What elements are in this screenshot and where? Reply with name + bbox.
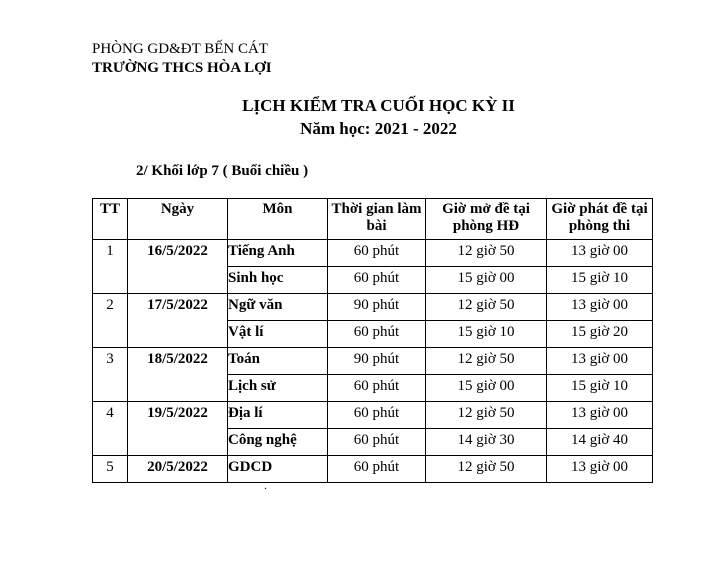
cell-subject: GDCD [228, 456, 328, 483]
cell-duration: 60 phút [328, 240, 426, 267]
school-year: Năm học: 2021 - 2022 [300, 119, 457, 138]
section-heading: 2/ Khối lớp 7 ( Buổi chiều ) [136, 163, 309, 179]
cell-tt: 2 [93, 294, 128, 348]
cell-distribute-time: 13 giờ 00 [547, 348, 653, 375]
cell-open-time: 15 giờ 00 [426, 375, 547, 402]
department-name: PHÒNG GD&ĐT BẾN CÁT [92, 41, 268, 57]
header-open-time: Giờ mở đề tại phòng HĐ [426, 199, 547, 240]
cell-tt: 3 [93, 348, 128, 402]
cell-duration: 90 phút [328, 294, 426, 321]
document-title: LỊCH KIỂM TRA CUỐI HỌC KỲ II [242, 96, 515, 115]
table-header-row [93, 199, 653, 240]
cell-distribute-time: 13 giờ 00 [547, 456, 653, 483]
cell-distribute-time: 13 giờ 00 [547, 294, 653, 321]
header-duration: Thời gian làm bài [328, 199, 426, 240]
table-row [93, 294, 653, 321]
cell-subject: Ngữ văn [228, 294, 328, 321]
cell-date: 19/5/2022 [128, 402, 228, 456]
cell-subject: Công nghệ [228, 429, 328, 456]
header-tt: TT [93, 199, 128, 240]
cell-open-time: 12 giờ 50 [426, 294, 547, 321]
cell-date: 17/5/2022 [128, 294, 228, 348]
cell-tt: 4 [93, 402, 128, 456]
table-row [93, 456, 653, 483]
cell-duration: 60 phút [328, 402, 426, 429]
cell-subject: Địa lí [228, 402, 328, 429]
school-name: TRƯỜNG THCS HÒA LỢI [92, 60, 272, 76]
cell-date: 18/5/2022 [128, 348, 228, 402]
cell-subject: Toán [228, 348, 328, 375]
cell-duration: 60 phút [328, 267, 426, 294]
cell-subject: Lịch sử [228, 375, 328, 402]
cell-distribute-time: 15 giờ 20 [547, 321, 653, 348]
cell-tt: 5 [93, 456, 128, 483]
cell-date: 20/5/2022 [128, 456, 228, 483]
exam-schedule-table [92, 198, 653, 483]
cell-distribute-time: 15 giờ 10 [547, 375, 653, 402]
header-distribute-time: Giờ phát đề tại phòng thi [547, 199, 653, 240]
cell-distribute-time: 14 giờ 40 [547, 429, 653, 456]
cell-distribute-time: 13 giờ 00 [547, 402, 653, 429]
cell-open-time: 12 giờ 50 [426, 240, 547, 267]
table-row [93, 402, 653, 429]
cell-open-time: 15 giờ 00 [426, 267, 547, 294]
cell-subject: Vật lí [228, 321, 328, 348]
table-row [93, 240, 653, 267]
cell-open-time: 12 giờ 50 [426, 402, 547, 429]
cell-duration: 90 phút [328, 348, 426, 375]
cell-open-time: 14 giờ 30 [426, 429, 547, 456]
cell-subject: Tiếng Anh [228, 240, 328, 267]
cell-open-time: 12 giờ 50 [426, 348, 547, 375]
cell-duration: 60 phút [328, 429, 426, 456]
cell-duration: 60 phút [328, 321, 426, 348]
cell-open-time: 15 giờ 10 [426, 321, 547, 348]
cell-duration: 60 phút [328, 375, 426, 402]
header-subject: Môn [228, 199, 328, 240]
header-date: Ngày [128, 199, 228, 240]
table-row [93, 348, 653, 375]
stray-dot: . [264, 478, 267, 492]
cell-date: 16/5/2022 [128, 240, 228, 294]
cell-subject: Sinh học [228, 267, 328, 294]
cell-tt: 1 [93, 240, 128, 294]
cell-distribute-time: 13 giờ 00 [547, 240, 653, 267]
cell-distribute-time: 15 giờ 10 [547, 267, 653, 294]
cell-duration: 60 phút [328, 456, 426, 483]
cell-open-time: 12 giờ 50 [426, 456, 547, 483]
